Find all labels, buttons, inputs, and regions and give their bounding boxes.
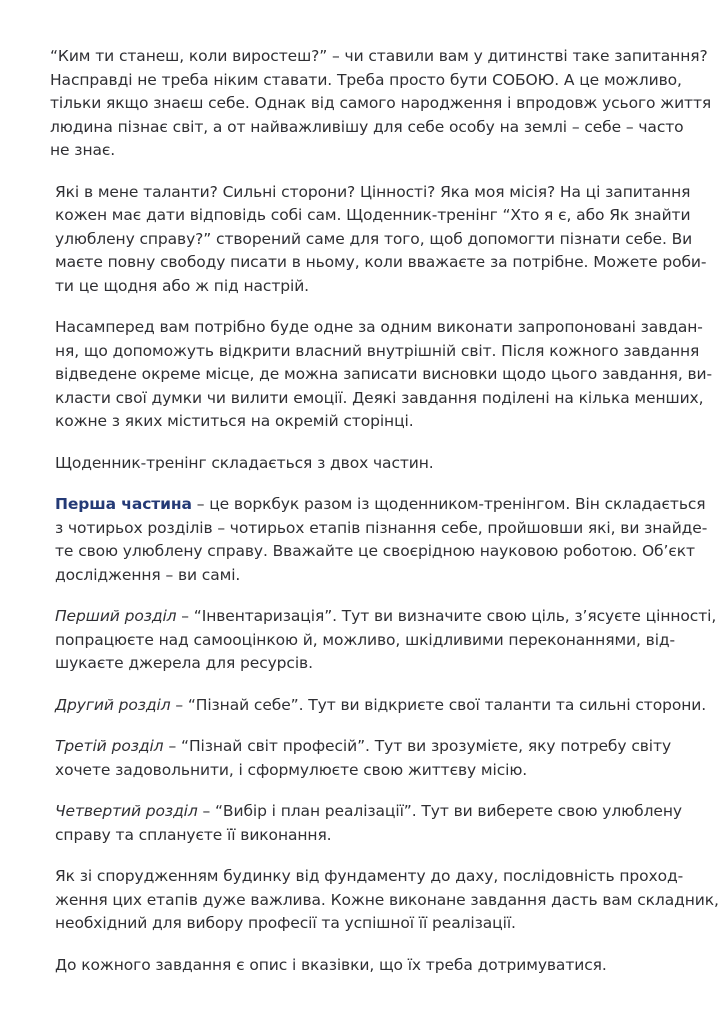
text-span: – “Інвентаризація”. Тут ви визначите свою ціль, з’ясуєте цінності, (176, 607, 717, 625)
text-line: Насамперед вам потрібно буде одне за одним виконати запропоновані завдан- (55, 318, 703, 336)
text-line (55, 493, 706, 517)
text-line: улюблену справу?” створений саме для того, щоб допомогти пізнати себе. Ви (55, 229, 693, 248)
text-line: відведене окреме місце, де можна записати висновки щодо цього завдання, ви- (55, 365, 713, 383)
text-line: Щоденник-тренінг складається з двох частин. (55, 453, 434, 472)
text-line: людина пізнає світ, а от найважливішу для себе особу на землі – себе – часто (50, 117, 684, 136)
text-line: кожен має дати відповідь собі сам. Щоденник-тренінг “Хто я є, або Як знайти (55, 206, 691, 224)
paragraph-section-2 (55, 694, 707, 718)
text-line: До кожного завдання є опис і вказівки, що їх треба дотримуватися. (55, 955, 607, 974)
text-span: – “Пізнай себе”. Тут ви відкриєте свої таланти та сильні сторони. (170, 695, 707, 714)
text-line: те свою улюблену справу. Вважайте це своєрідною науковою роботою. Об’єкт (55, 542, 695, 560)
text-line: ти це щодня або ж під настрій. (55, 276, 309, 295)
text-line: ня, що допоможуть відкрити власний внутрішній світ. Після кожного завдання (55, 341, 700, 360)
text-line: хочете задовольнити, і сформулюєте свою життєву місію. (55, 760, 528, 779)
paragraph-tasks (55, 316, 713, 434)
text-line: тільки якщо знаєш себе. Однак від самого народження і впродовж усього життя (50, 94, 712, 112)
paragraph-two-parts (55, 452, 671, 476)
text-line: кожне з яких міститься на окремій сторінці. (55, 412, 414, 430)
text-line: маєте повну свободу писати в ньому, коли вважаєте за потрібне. Можете роби- (55, 253, 707, 271)
italic-term: Третій розділ (55, 737, 164, 755)
text-line (55, 694, 707, 718)
text-line: ження цих етапів дуже важлива. Кожне виконане завдання дасть вам складник, (55, 890, 719, 909)
italic-term: Другий розділ (55, 695, 171, 714)
text-line: класти свої думки чи вилити емоції. Деякі завдання поділені на кілька менших, (55, 388, 704, 407)
text-line (55, 735, 671, 759)
italic-term: Четвертий розділ (55, 802, 198, 820)
italic-term: Перший розділ (55, 607, 177, 625)
text-line: “Ким ти станеш, коли виростеш?” – чи ставили вам у дитинстві таке запитання? (50, 47, 708, 65)
paragraph-instructions (55, 954, 671, 978)
paragraph-questions (55, 181, 707, 299)
text-line: попрацюєте над самооцінкою й, можливо, шкідливими переконаннями, від- (55, 630, 676, 649)
text-line: необхідний для вибору професії та успішної її реалізації. (55, 914, 516, 932)
paragraph-section-1 (55, 605, 717, 676)
paragraph-first-part (55, 493, 708, 587)
text-line: шукаєте джерела для ресурсів. (55, 654, 313, 672)
text-span: – “Вибір і план реалізації”. Тут ви виберете свою улюблену (197, 802, 682, 820)
text-line: дослідження – ви самі. (55, 565, 241, 584)
text-line: Насправді не треба ніким ставати. Треба просто бути СОБОЮ. А це можливо, (50, 70, 682, 89)
text-span: – це воркбук разом із щоденником-тренінгом. Він складається (191, 495, 706, 513)
bold-term: Перша частина (55, 495, 192, 513)
text-line: з чотирьох розділів – чотирьох етапів пізнання себе, пройшовши які, ви знайде- (55, 518, 708, 537)
paragraph-section-3 (55, 735, 671, 782)
text-line: не знає. (50, 141, 116, 159)
text-line (55, 605, 717, 629)
paragraph-section-4 (55, 800, 682, 847)
text-line: Які в мене таланти? Сильні сторони? Цінності? Яка моя місія? На ці запитання (55, 182, 691, 201)
text-line: справу та сплануєте її виконання. (55, 825, 332, 844)
paragraph-intro (50, 45, 712, 163)
text-span: – “Пізнай світ професій”. Тут ви зрозумієте, яку потребу світу (163, 737, 672, 755)
paragraph-building (55, 865, 719, 936)
text-line (55, 800, 682, 824)
text-line: Як зі спорудженням будинку від фундаменту до даху, послідовність проход- (55, 867, 684, 885)
